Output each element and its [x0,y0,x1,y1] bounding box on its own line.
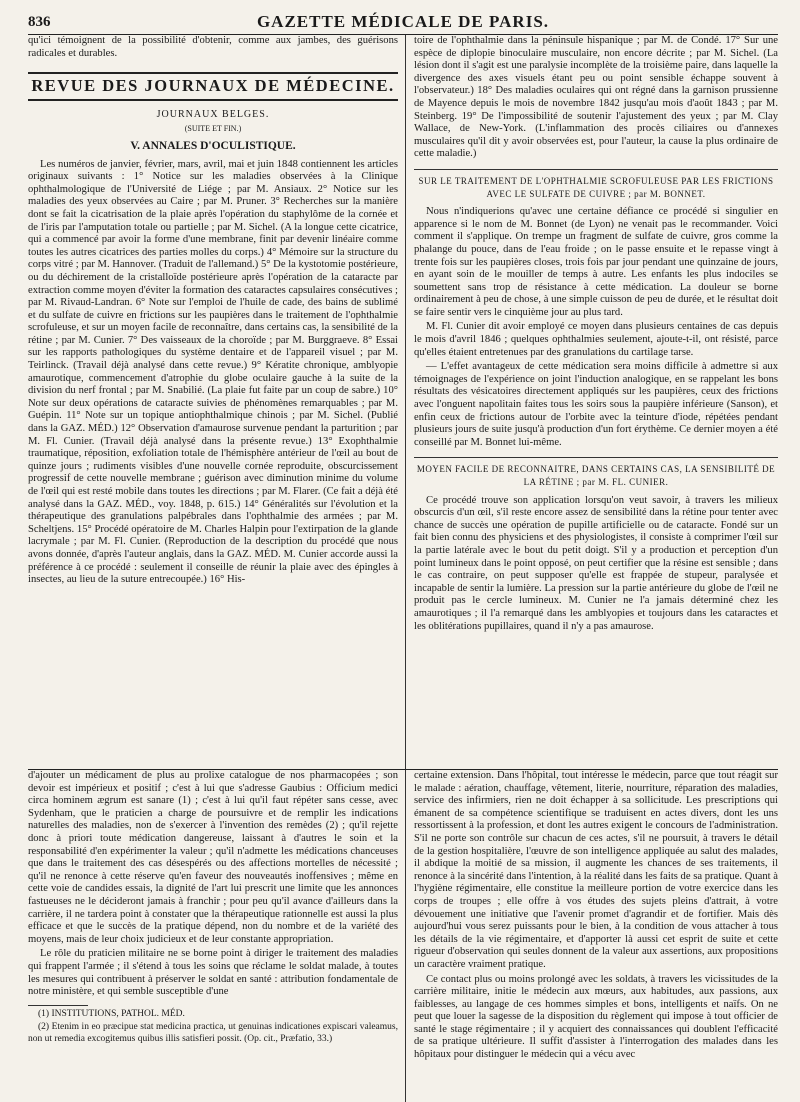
article-list-continuation: toire de l'ophthalmie dans la péninsule hispanique ; par M. de Condé. 17° Sur une espèce de diplopie binoculaire musculaire, non encore décrite ; par M. Sichel. (La lésion dont il s'agit est une paralysie incomplète de la troisième paire, dans laquelle la divergence des axes visuels étant peu ou point sensible échappe souvent à l'observateur.) 18° Des maladies oculaires qui ont régné dans la garnison prussienne de Mayence depuis le mois de novembre 1842 jusqu'au mois d'août 1843 ; par M. Steinberg. 19° De l'impossibilité de soutenir l'ajustement des yeux ; par M. Clay Wallace, de New-York. (L'inflammation des procès ciliaires ou d'annexes musculaires qu'il dit y avoir observées est, pour l'auteur, la cause la plus ordinaire de cette maladie.) [414,35,778,160]
journal-title: GAZETTE MÉDICALE DE PARIS. [256,12,550,31]
article-list-paragraph: Les numéros de janvier, février, mars, avril, mai et juin 1848 contiennent les articles originaux suivants : 1° Notice sur les maladies observées à la Clinique ophthalmologique de l'Université de Liége ; par M. Ansiaux. 2° Notice sur les maladies des yeux observées au Caire ; par M. Pruner. 3° Recherches sur la manière dont se fait la cicatrisation de la plaie après l'opération du staphylôme de la cornée et de l'iris par l'amputation totale ou partielle ; par M. Sichel. (A la longue cette cicatrice, qui a commencé par avoir la forme d'une membrane, finit par devenir linéaire comme toutes les autres cicatrices des parties molles du corps.) 4° Mémoire sur la structure du corps vitré ; par M. Hannover. (Traduit de l'allemand.) 5° De la kystotomie postérieure, ou du déchirement de la cristalloïde postérieure après l'opération de la cataracte par extraction comme moyen d'éviter la formation des cataractes capsulaires consécutives ; par M. Rivaud-Landran. 6° Note sur l'emploi de l'huile de cade, des bains de sublimé et du sulfate de cuivre en frictions sur les paupières dans le traitement de l'ophthalmie scrofuleuse, et sur un moyen facile de reconnaître, dans certains cas, la sensibilité de la rétine ; par M. Cunier. 7° Des vaisseaux de la choroïde ; par M. Burggraeve. 8° Essai sur les rapports pathologiques du système dentaire et de l'appareil visuel ; par M. Teirlinck. (Travail déjà analysé dans cette revue.) 9° Kératite chronique, amblyopie amaurotique, commencement d'atrophie du globe oculaire gauche à la suite de la division du nerf frontal ; par M. Snabilié. (La plaie fut faite par un coup de sabre.) 10° Note sur deux opérations de cataracte suivies de phénomènes remarquables ; par M. Guépin. 11° Note sur un topique antiophthalmique chinois ; par M. Sichel. (Publié dans la GAZ. MÉD.) 12° Observation d'amaurose survenue pendant la parturition ; par M. Fl. Cunier. (Travail déjà analysé dans la présente revue.) 13° Exophthalmie traumatique, réposition, exfoliation totale de l'hémisphère antérieur de l'œil au bout de quinze jours ; rudiments visibles d'une nouvelle cornée reproduite, obscurcissement progressif de cette nouvelle membrane ; guérison avec diminution minime du volume de l'œil qui est resté mobile dans toutes les directions ; par M. Flarer. (Ce fait a déjà été analysé dans la GAZ. MÉD., voy. 1848, p. 615.) 14° Généralités sur l'évolution et la thérapeutique des granulations palpébrales dans l'ophthalmie des armées ; par M. Scheltjens. 15° Procédé opératoire de M. Charles Halpin pour l'extirpation de la glande lacrymale ; par M. Fl. Cunier. (Reproduction de la description du procédé que nous avons donnée, d'après l'auteur anglais, dans la GAZ. MÉD. M. Cunier accorde aussi la préférence à ce procédé : seulement il conseille de réunir la plaie avec des épingles à insectes, au lieu de la suture entrecoupée.) 16° His- [28,158,398,586]
review-subsubtitle: (SUITE ET FIN.) [184,124,242,134]
paragraph: M. Fl. Cunier dit avoir employé ce moyen dans plusieurs centaines de cas depuis le mois d'avril 1846 ; quelques ophthalmies seulement, ajoute-t-il, ont résisté, parce qu'elles étaient entretenues par des granulations du cartilage tarse. [414,321,778,358]
review-title: REVUE DES JOURNAUX DE MÉDECINE. [28,72,398,101]
footnote-rule [28,1005,88,1006]
column-divider [405,770,406,1102]
section-heading-bonnet: SUR LE TRAITEMENT DE L'OPHTHALMIE SCROFULEUSE PAR LES FRICTIONS AVEC LE SULFATE DE CUIVRE ; par M. BONNET. [414,169,778,200]
paragraph: Le rôle du praticien militaire ne se borne point à diriger le traitement des maladies qui frappent l'armée ; il s'étend à tous les soins que réclame le soldat malade, à toutes les mesures qui contribuent à préserver le soldat en santé : attribution fondamentale de notre ministère, et qui semble susceptible d'une [28,948,398,998]
column-divider [405,35,406,769]
paragraph: d'ajouter un médicament de plus au prolixe catalogue de nos pharmacopées ; son devoir est impérieux et positif ; c'est à lui que s'adresse Gaubius : Officium medici circa hominem ægrum est sanare (1) ; c'est à lui qu'il faut répéter sans cesse, avec Sydenham, que le praticien a charge de poursuivre et de remplir les indications naturelles des maladies, non de s'exercer à l'invention des remèdes (2) ; qu'il rejette donc à priori toute médication dangereuse, laissant à d'autres le soin et la responsabilité d'en expérimenter la valeur ; qu'il n'admette les médications chanceuses que dans le traitement des cas désespérés ou des affections mortelles de nécessité ; qu'il ne renonce à cette réserve qu'en faveur des nouveautés inoffensives ; même en cette voie de candides essais, la dignité de l'art lui prescrit une limite que les annonces fastueuses ne le décideront jamais à franchir ; pour peu qu'il avance d'ailleurs dans la carrière, il ne tardera point à constater que la thérapeutique rationnelle est aussi la plus efficace et que le succès de la pratique dépend, non du nombre et de la variété des moyens, mais de leur choix judicieux et de leur constante appropriation. [28,770,398,945]
paragraph: certaine extension. Dans l'hôpital, tout intéresse le médecin, parce que tout réagit sur le malade : aération, chauffage, vêtement, literie, nourriture, réparation des maladies, service des infirmiers, rien ne doit échapper à sa sollicitude. Les prescriptions qui émanent de sa compétence scientifique se traduisent en actes divers, dont les uns ressortissent à la profession, et dont les autres exigent le concours de l'administration. S'il ne porte son contrôle sur chacun de ces actes, s'il ne poursuit, à travers le détail de la gestion hospitalière, l'œuvre de son intelligence appliquée au salut des malades, il abdique la moitié de sa mission, il augmente les chances de ses traitements, il renonce à la sincérité dans l'intention, à la réalité dans les faits de sa pratique. Quant à l'hygiène régimentaire, elle constitue la meilleure portion de votre exercice dans les corps de troupes ; elle offre à vos études des sujets pleins d'attrait, à votre dévouement une initiative que l'avenir promet d'agrandir et de fortifier. Mais dès aujourd'hui vous serez puissants pour le bien, à la condition de vous attacher à tous les détails de la vie régimentaire, et d'apporter là aussi cet esprit de suite et cette rigueur d'observation qui seules donnent de la valeur aux assertions, aux propositions un caractère vraiment pratique. [414,770,778,970]
paragraph: Ce contact plus ou moins prolongé avec les soldats, à travers les vicissitudes de la carrière militaire, initie le médecin aux mœurs, aux habitudes, aux passions, aux faiblesses, au langage de ces hommes simples et bons, intelligents et naïfs. On ne peut que louer la sagesse de la disposition du règlement qui impose à tout officier de santé le stage régimentaire ; il y acquiert des connaissances qui doublent l'efficacité de sa pratique ultérieure. Il suffit d'assister à l'interrogation des malades dans les hôpitaux pour distinguer le médecin qui a vécu avec [414,973,778,1061]
top-right-column [414,35,778,769]
footnote: (2) Etenim in eo præcipue stat medicina practica, ut genuinas indicationes expiscari valeamus, non ut remedia excogitemus quibus illis satisfieri possit. (Op. cit., Præfatio, 33.) [28,1022,398,1044]
footnote: (1) INSTITUTIONS, PATHOL. MÉD. [38,1008,185,1019]
bottom-left-column [28,770,398,1102]
page-header [28,0,778,35]
section-title: V. ANNALES D'OCULISTIQUE. [130,139,296,152]
bottom-section [28,770,778,1102]
top-section [28,35,778,770]
paragraph: Nous n'indiquerions qu'avec une certaine défiance ce procédé si singulier en apparence si le nom de M. Bonnet (de Lyon) ne venait pas le recommander. Voici comment il s'applique. On trempe un fragment de sulfate de cuivre, gros comme la phalange du pouce, dans de l'eau froide ; on le passe ensuite et le repasse vingt à trente fois sur les paupières closes, trois fois par jour pendant une quinzaine de jours, en ayant soin de le mouiller de temps à autre. Les enfants les plus indociles se soumettent sans trop de résistance à cette médication. La douleur se borne ordinairement à peu de chose, à une simple cuisson de peu de durée, et le résultat doit se faire sentir vers le cinquième jour au plus tard. [414,206,778,318]
section-heading-cunier: MOYEN FACILE DE RECONNAITRE, DANS CERTAINS CAS, LA SENSIBILITÉ DE LA RÉTINE ; par M. FL. CUNIER. [414,457,778,488]
page-number: 836 [28,14,51,30]
paragraph: — L'effet avantageux de cette médication sera moins difficile à admettre si aux témoignages de l'expérience on joint l'induction analogique, en se rappelant les bons résultats des vésicatoires directement appliqués sur les paupières, ceux des frictions avec l'onguent napolitain faites tous les soirs sous la paupière inférieure (Sanson), et enfin ceux de frictions autour de l'orbite avec la teinture d'iode, répétées pendant plusieurs jours de suite jusqu'à production d'un fort érythème. Ce dernier moyen a été conseillé par M. Bonnet lui-même. [414,361,778,448]
review-subtitle: JOURNAUX BELGES. [156,108,270,120]
continuation-text: qu'ici témoignent de la possibilité d'obtenir, comme aux jambes, des guérisons radicales et durables. [28,35,398,59]
bottom-right-column [414,770,778,1102]
paragraph: Ce procédé trouve son application lorsqu'on veut savoir, à travers les milieux obscurcis d'un œil, s'il reste encore assez de sensibilité dans la rétine pour tenter avec chance de succès une opération de pupille artificielle ou de cataracte. Fondé sur un fait bien connu des physiciens et des physiologistes, il consiste à comprimer l'œil sur la partie latérale avec le bout du petit doigt. S'il y a production et perception d'un point lumineux dans le point opposé, on peut certifier que la résine est sensible ; dans le cas contraire, on peut supposer qu'elle est frappée de stupeur, paralysée et incapable de sentir la lumière. La pression sur la partie antérieure du globe de l'œil ne produit pas le cercle lumineux. M. Cunier ne l'a jamais déterminé chez les amaurotiques ; il l'a remarqué dans les amblyopies et toujours dans les cataractes et les oblitérations pupillaires, quand il n'y a pas amaurose. [414,494,778,632]
top-left-column [28,35,398,769]
